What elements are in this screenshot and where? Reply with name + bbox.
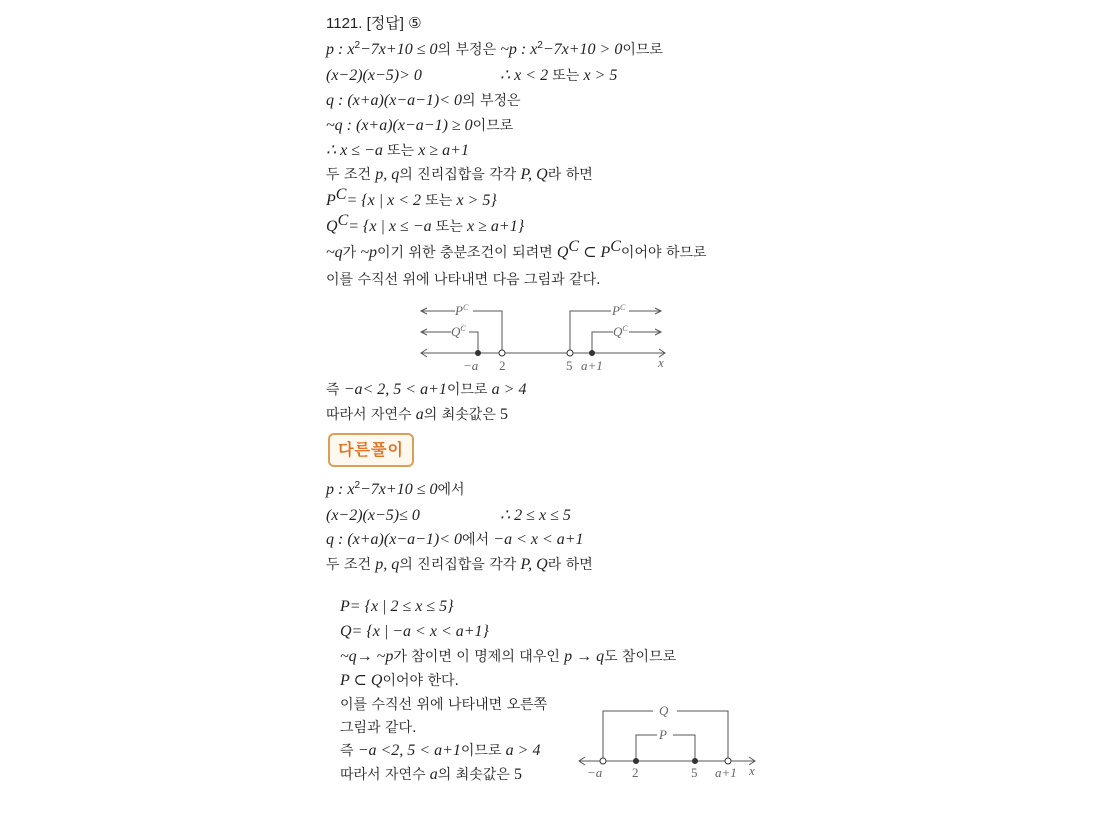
text: 의 최솟값은 (423, 407, 496, 423)
text: 도 참이므로 (604, 649, 677, 665)
point-5 (567, 350, 573, 356)
alt-line-numberline-2 (340, 718, 417, 738)
alternate-solution-badge: 다른풀이 (328, 433, 414, 467)
sup: 2 (537, 40, 543, 51)
math: p : x (326, 481, 355, 498)
math: p : x (326, 41, 355, 58)
tick-neg-a: −a (463, 358, 479, 373)
point-a1 (725, 758, 731, 764)
point-5 (692, 758, 698, 764)
math: x ≥ a+1} (467, 218, 525, 235)
math: ∴ x < 2 (500, 67, 549, 84)
label-q: Q (659, 703, 669, 718)
qc-right-bracket (592, 332, 613, 353)
point-2 (633, 758, 639, 764)
text: 또는 (435, 219, 463, 235)
math: −7x+10 ≤ 0 (360, 481, 438, 498)
number-line-figure-2 (575, 700, 765, 782)
math: ~q→ ~p (340, 648, 394, 665)
solution-line-conclusion (326, 405, 508, 425)
math: = {x | x < 2 (346, 192, 422, 209)
math: −a <2, 5 < a+1 (357, 742, 461, 759)
tick-2: 2 (632, 765, 639, 780)
solution-line-condition (326, 238, 707, 263)
text: 이므로 (460, 743, 502, 759)
text: 이어야 한다. (382, 673, 459, 689)
text: 즉 (326, 382, 340, 398)
solution-line-inequality (326, 380, 526, 400)
math: p, q (375, 166, 400, 183)
solution-line-pc (326, 186, 497, 211)
math: q : (x+a)(x−a−1)< 0 (326, 531, 463, 548)
axis-label-x: x (749, 763, 755, 778)
label-p: P (659, 727, 667, 742)
alt-line-factor (326, 506, 420, 526)
math: a (415, 406, 424, 423)
label-qc-right: $Q^C$ (613, 324, 628, 339)
math: x > 5 (583, 67, 618, 84)
text: 또는 (552, 68, 580, 84)
math: ∴ x ≤ −a (326, 142, 383, 159)
math: ∴ 2 ≤ x ≤ 5 (500, 507, 571, 524)
text: 라 하면 (547, 557, 593, 573)
math: P, Q (520, 556, 548, 573)
text: 에서 (462, 532, 490, 548)
math: P, Q (520, 166, 548, 183)
text: 또는 (387, 143, 415, 159)
alt-line-subset (340, 671, 459, 691)
text: 두 조건 (326, 167, 372, 183)
sup: C (610, 238, 621, 255)
text: 이므로 (622, 42, 663, 58)
point-neg-a (475, 350, 481, 356)
math: 5 (514, 766, 523, 783)
answer-value: ⑤ (408, 15, 422, 32)
solution-line-not-q (326, 116, 513, 136)
math: = {x | x ≤ −a (348, 218, 432, 235)
label-pc-left: $P^C$ (455, 303, 469, 318)
math: p → q (564, 648, 605, 665)
text: 이므로 (472, 118, 514, 134)
text: 가 참이면 이 명제의 대우인 (393, 649, 560, 665)
math: ~q : (x+a)(x−a−1) ≥ 0 (326, 117, 473, 134)
math: (x−2)(x−5)≤ 0 (326, 507, 420, 524)
math: x ≥ a+1 (418, 142, 469, 159)
problem-header (326, 14, 422, 34)
point-neg-a (600, 758, 606, 764)
alt-line-truth-sets (326, 555, 593, 575)
text: 의 부정은 (462, 93, 521, 109)
math: −7x+10 > 0 (542, 41, 623, 58)
solution-line-qc (326, 212, 525, 237)
alt-line-p (326, 480, 465, 500)
number-line-figure-1 (415, 298, 675, 376)
solution-line-not-q-result (326, 141, 469, 161)
alt-line-contrapositive (340, 647, 676, 667)
alt-line-set-Q (340, 622, 489, 642)
solution-line-p-negation (326, 40, 663, 60)
solution-line-numberline-intro (326, 270, 601, 290)
tick-neg-a: −a (587, 765, 603, 780)
text: 그림과 같다. (340, 720, 417, 736)
math: p, q (375, 556, 400, 573)
alt-line-q (326, 530, 584, 550)
math: x > 5} (456, 192, 497, 209)
sup: C (568, 238, 580, 255)
math: 5 (500, 406, 509, 423)
q-bracket-right (677, 711, 728, 761)
text: 의 최솟값은 (437, 767, 510, 783)
tick-a1: a+1 (715, 765, 737, 780)
math: Q (556, 244, 569, 261)
text: 따라서 자연수 (326, 407, 412, 423)
text: 이므로 (446, 382, 488, 398)
qc-left-bracket (469, 332, 478, 353)
problem-number: 1121. (326, 15, 363, 32)
axis-label-x: x (658, 355, 664, 370)
point-a1 (589, 350, 595, 356)
text: 의 진리집합을 각각 (399, 557, 517, 573)
text: 따라서 자연수 (340, 767, 426, 783)
math: −a < x < a+1 (493, 531, 584, 548)
math: P (326, 192, 336, 209)
math: a > 4 (491, 381, 527, 398)
math: a > 4 (505, 742, 541, 759)
alt-line-inequality (340, 741, 540, 761)
q-bracket-left (603, 711, 653, 761)
label-pc-right: $P^C$ (612, 303, 626, 318)
alt-line-set-P (340, 597, 454, 617)
tick-a1: a+1 (581, 358, 603, 373)
text: 가 (342, 245, 357, 261)
sup: 2 (354, 480, 360, 491)
text: 의 진리집합을 각각 (399, 167, 517, 183)
math: q : (x+a)(x−a−1)< 0 (326, 92, 463, 109)
answer-label: [정답] (366, 15, 404, 32)
alt-line-factor-result (500, 506, 571, 526)
solution-line-q-negation (326, 91, 521, 111)
math: P= {x | 2 ≤ x ≤ 5} (340, 598, 454, 615)
text: 이어야 하므로 (620, 245, 707, 261)
math: ~p : x (500, 41, 538, 58)
math: Q (326, 218, 338, 235)
point-2 (499, 350, 505, 356)
math: P ⊂ Q (340, 672, 383, 689)
label-qc-left: $Q^C$ (451, 324, 466, 339)
alt-line-numberline-1 (340, 695, 547, 715)
text: 라 하면 (547, 167, 593, 183)
sup: 2 (354, 40, 360, 51)
tick-2: 2 (499, 358, 506, 373)
text: 이를 수직선 위에 나타내면 다음 그림과 같다. (326, 272, 601, 288)
math: Q= {x | −a < x < a+1} (340, 623, 489, 640)
text: 이기 위한 충분조건이 되려면 (377, 245, 553, 261)
text: 또는 (425, 193, 453, 209)
tick-5: 5 (566, 358, 573, 373)
solution-line-factor-result (500, 66, 617, 86)
math: ⊂ P (579, 244, 611, 261)
math: ~q (326, 244, 343, 261)
solution-line-factor (326, 66, 422, 86)
sup: C (337, 212, 349, 229)
solution-line-truth-sets (326, 165, 593, 185)
math: ~p (360, 244, 378, 261)
sup: C (335, 186, 347, 203)
alt-line-conclusion (340, 765, 522, 785)
text: 두 조건 (326, 557, 372, 573)
p-bracket-right (673, 735, 695, 761)
math: a (429, 766, 438, 783)
text: 에서 (437, 482, 465, 498)
math: (x−2)(x−5)> 0 (326, 67, 422, 84)
text: 의 부정은 (437, 42, 497, 58)
text: 이를 수직선 위에 나타내면 오른쪽 (340, 697, 548, 713)
math: −7x+10 ≤ 0 (360, 41, 438, 58)
text: 즉 (340, 743, 354, 759)
tick-5: 5 (691, 765, 698, 780)
math: −a< 2, 5 < a+1 (343, 381, 447, 398)
p-bracket-left (636, 735, 657, 761)
